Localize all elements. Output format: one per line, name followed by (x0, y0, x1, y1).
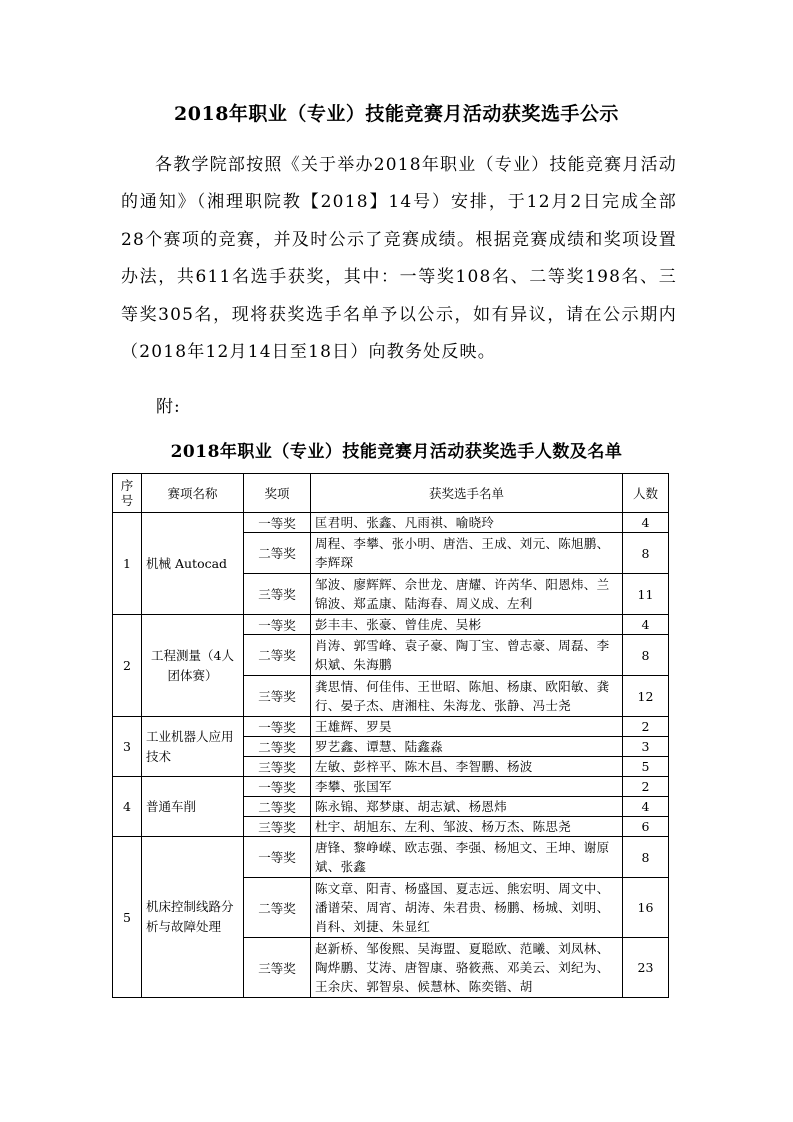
table-title: 2018年职业（专业）技能竞赛月活动获奖选手人数及名单 (170, 442, 623, 462)
event-no: 5 (113, 837, 142, 998)
award-level: 一等奖 (244, 837, 311, 878)
winner-count: 23 (623, 938, 669, 998)
header-count: 人数 (623, 474, 669, 513)
winner-names: 肖涛、郭雪峰、袁子豪、陶丁宝、曾志豪、周磊、李炽斌、朱海鹏 (311, 635, 623, 676)
winner-names: 左敏、彭梓平、陈木昌、李智鹏、杨波 (311, 757, 623, 777)
table-row (113, 717, 669, 737)
winner-names: 匡君明、张鑫、凡雨祺、喻晓玲 (311, 513, 623, 533)
winner-count: 16 (623, 878, 669, 938)
award-level: 一等奖 (244, 777, 311, 797)
table-row (113, 777, 669, 797)
winner-names: 邹波、廖辉辉、佘世龙、唐耀、许芮华、阳恩炜、兰锦波、郑孟康、陆海春、周义成、左利 (311, 574, 623, 615)
winner-names: 李攀、张国军 (311, 777, 623, 797)
winner-count: 8 (623, 635, 669, 676)
award-level: 二等奖 (244, 878, 311, 938)
award-level: 二等奖 (244, 737, 311, 757)
header-award: 奖项 (244, 474, 311, 513)
winner-count: 8 (623, 837, 669, 878)
table-row (113, 615, 669, 635)
winner-names: 龚思情、何佳伟、王世昭、陈旭、杨康、欧阳敏、龚行、晏子杰、唐湘柱、朱海龙、张静、冯士尧 (311, 676, 623, 717)
winner-names: 彭丰丰、张豪、曾佳虎、吴彬 (311, 615, 623, 635)
award-level: 一等奖 (244, 717, 311, 737)
winner-count: 2 (623, 777, 669, 797)
event-no: 2 (113, 615, 142, 717)
event-name: 工业机器人应用技术 (142, 717, 244, 777)
award-level: 三等奖 (244, 817, 311, 837)
award-level: 三等奖 (244, 574, 311, 615)
table-row (113, 513, 669, 533)
winner-names: 陈永锦、郑梦康、胡志斌、杨恩炜 (311, 797, 623, 817)
attachment-label: 附: (156, 397, 181, 417)
notice-paragraph (121, 147, 677, 371)
table-header-row (113, 474, 669, 513)
event-name: 机械 Autocad (142, 513, 244, 615)
header-event: 赛项名称 (142, 474, 244, 513)
winner-count: 4 (623, 615, 669, 635)
winner-count: 12 (623, 676, 669, 717)
table-row (113, 837, 669, 878)
winner-names: 罗艺鑫、谭慧、陆鑫淼 (311, 737, 623, 757)
header-names: 获奖选手名单 (311, 474, 623, 513)
winner-names: 陈文章、阳青、杨盛国、夏志远、熊宏明、周文中、潘谱荣、周宵、胡涛、朱君贵、杨鹏、杨城、刘明、肖科、刘捷、朱显红 (311, 878, 623, 938)
award-level: 一等奖 (244, 513, 311, 533)
event-no: 1 (113, 513, 142, 615)
winner-count: 3 (623, 737, 669, 757)
winner-count: 2 (623, 717, 669, 737)
award-level: 二等奖 (244, 797, 311, 817)
award-level: 三等奖 (244, 676, 311, 717)
award-level: 二等奖 (244, 533, 311, 574)
notice-text: 各教学院部按照《关于举办2018年职业（专业）技能竞赛月活动的通知》（湘理职院教【2018】14号）安排，于12月2日完成全部28个赛项的竞赛，并及时公示了竞赛成绩。根据竞赛成绩和奖项设置办法，共611名选手获奖，其中：一等奖108名、二等奖198名、三等奖305名，现将获奖选手名单予以公示，如有异议，请在公示期内（2018年12月14日至18日）向教务处反映。 (121, 155, 677, 363)
award-level: 三等奖 (244, 757, 311, 777)
event-no: 3 (113, 717, 142, 777)
winner-names: 王雄辉、罗昊 (311, 717, 623, 737)
winner-count: 4 (623, 513, 669, 533)
event-name: 机床控制线路分析与故障处理 (142, 837, 244, 998)
winner-names: 唐锋、黎峥嵘、欧志强、李强、杨旭文、王坤、谢原斌、张鑫 (311, 837, 623, 878)
award-level: 三等奖 (244, 938, 311, 998)
event-name: 普通车削 (142, 777, 244, 837)
winner-names: 赵新桥、邹俊熙、吴海盟、夏聪欧、范曦、刘凤林、陶烨鹏、艾涛、唐智康、骆筱燕、邓美云、刘纪为、王余庆、郭智泉、候慧林、陈奕锴、胡 (311, 938, 623, 998)
event-no: 4 (113, 777, 142, 837)
winner-names: 周程、李攀、张小明、唐浩、王成、刘元、陈旭鹏、李辉琛 (311, 533, 623, 574)
winner-count: 6 (623, 817, 669, 837)
header-no: 序号 (113, 474, 142, 513)
winner-count: 5 (623, 757, 669, 777)
winner-count: 4 (623, 797, 669, 817)
winner-count: 8 (623, 533, 669, 574)
award-level: 一等奖 (244, 615, 311, 635)
award-level: 二等奖 (244, 635, 311, 676)
page-title: 2018年职业（专业）技能竞赛月活动获奖选手公示 (174, 103, 619, 125)
event-name: 工程测量（4人团体赛） (142, 615, 244, 717)
awards-table (112, 473, 669, 998)
winner-names: 杜宇、胡旭东、左利、邹波、杨万杰、陈思尧 (311, 817, 623, 837)
winner-count: 11 (623, 574, 669, 615)
